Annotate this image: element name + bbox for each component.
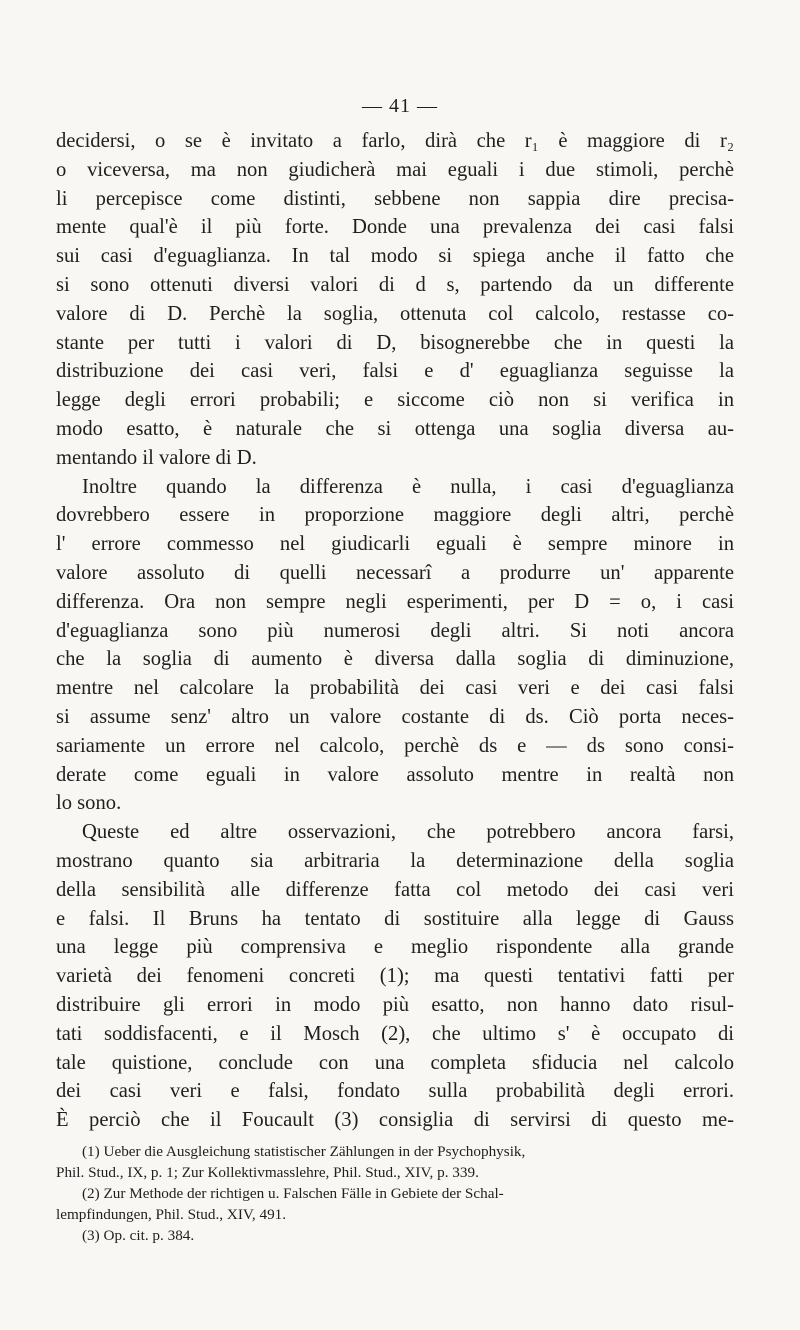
text-line: e falsi. Il Bruns ha tentato di sostituire alla legge di Gauss	[56, 907, 734, 930]
text-line: modo esatto, è naturale che si ottenga una soglia diversa au-	[56, 417, 734, 440]
text-line: Queste ed altre osservazioni, che potrebbero ancora farsi,	[82, 821, 734, 844]
page-number: — 41 —	[362, 95, 438, 117]
text-line: che la soglia di aumento è diversa dalla soglia di diminuzione,	[56, 648, 734, 671]
text-line: legge degli errori probabili; e siccome ciò non si verifica in	[56, 389, 734, 412]
text-line: differenza. Ora non sempre negli esperimenti, per D = o, i casi	[56, 590, 734, 613]
text-line: tati soddisfacenti, e il Mosch (2), che ultimo s' è occupato di	[56, 1022, 734, 1045]
text-line: mente qual'è il più forte. Donde una prevalenza dei casi falsi	[56, 216, 734, 239]
text-line: stante per tutti i valori di D, bisognerebbe che in questi la	[56, 331, 734, 354]
footnote-3	[56, 1225, 736, 1246]
paragraph-1	[56, 127, 734, 473]
text-line: d'eguaglianza sono più numerosi degli altri. Si noti ancora	[56, 619, 734, 642]
text-line: Inoltre quando la differenza è nulla, i casi d'eguaglianza	[82, 475, 734, 498]
footnotes	[56, 1141, 736, 1246]
text-line: sariamente un errore nel calcolo, perchè ds e — ds sono consi-	[56, 734, 734, 757]
text-line: si assume senz' altro un valore costante di ds. Ciò porta neces-	[56, 705, 734, 728]
text-line: della sensibilità alle differenze fatta col metodo dei casi veri	[56, 878, 734, 901]
text-line: derate come eguali in valore assoluto mentre in realtà non	[56, 763, 734, 786]
text-line: valore di D. Perchè la soglia, ottenuta col calcolo, restasse co-	[56, 302, 734, 325]
text-line: mostrano quanto sia arbitraria la determinazione della soglia	[56, 849, 734, 872]
text-line: distribuzione dei casi veri, falsi e d' eguaglianza seguisse la	[56, 360, 734, 383]
text-line: valore assoluto di quelli necessarî a produrre un' apparente	[56, 561, 734, 584]
body-text	[56, 127, 734, 1135]
text-line: li percepisce come distinti, sebbene non sappia dire precisa-	[56, 187, 734, 210]
footnote-line: lempfindungen, Phil. Stud., XIV, 491.	[56, 1206, 287, 1223]
footnote-line: Phil. Stud., IX, p. 1; Zur Kollektivmasslehre, Phil. Stud., XIV, p. 339.	[56, 1164, 479, 1181]
paragraph-3	[56, 818, 734, 1135]
footnote-line: (2) Zur Methode der richtigen u. Falschen Fälle in Gebiete der Schal-	[82, 1185, 504, 1202]
paragraph-2	[56, 473, 734, 819]
text-line: decidersi, o se è invitato a farlo, dirà che r₁ è maggiore di r₂	[56, 130, 734, 152]
text-line: dovrebbero essere in proporzione maggiore degli altri, perchè	[56, 504, 734, 527]
text-line: sui casi d'eguaglianza. In tal modo si spiega anche il fatto che	[56, 245, 734, 268]
text-line: dei casi veri e falsi, fondato sulla probabilità degli errori.	[56, 1080, 734, 1103]
footnote-1	[56, 1141, 736, 1183]
text-line: si sono ottenuti diversi valori di d s, partendo da un differente	[56, 273, 734, 296]
footnote-line: (3) Op. cit. p. 384.	[82, 1227, 195, 1244]
text-line: lo sono.	[56, 792, 122, 815]
text-line: distribuire gli errori in modo più esatto, non hanno dato risul-	[56, 993, 734, 1016]
footnote-line: (1) Ueber die Ausgleichung statistischer Zählungen in der Psychophysik,	[82, 1143, 526, 1160]
text-line: mentre nel calcolare la probabilità dei casi veri e dei casi falsi	[56, 677, 734, 700]
text-line: mentando il valore di D.	[56, 446, 257, 469]
text-line: tale quistione, conclude con una completa sfiducia nel calcolo	[56, 1051, 734, 1074]
text-line: una legge più comprensiva e meglio rispondente alla grande	[56, 936, 734, 959]
text-line: varietà dei fenomeni concreti (1); ma questi tentativi fatti per	[56, 965, 734, 988]
text-line: o viceversa, ma non giudicherà mai eguali i due stimoli, perchè	[56, 158, 734, 181]
text-line: È perciò che il Foucault (3) consiglia di servirsi di questo me-	[56, 1109, 734, 1132]
text-line: l' errore commesso nel giudicarli eguali è sempre minore in	[56, 533, 734, 556]
footnote-2	[56, 1183, 736, 1225]
